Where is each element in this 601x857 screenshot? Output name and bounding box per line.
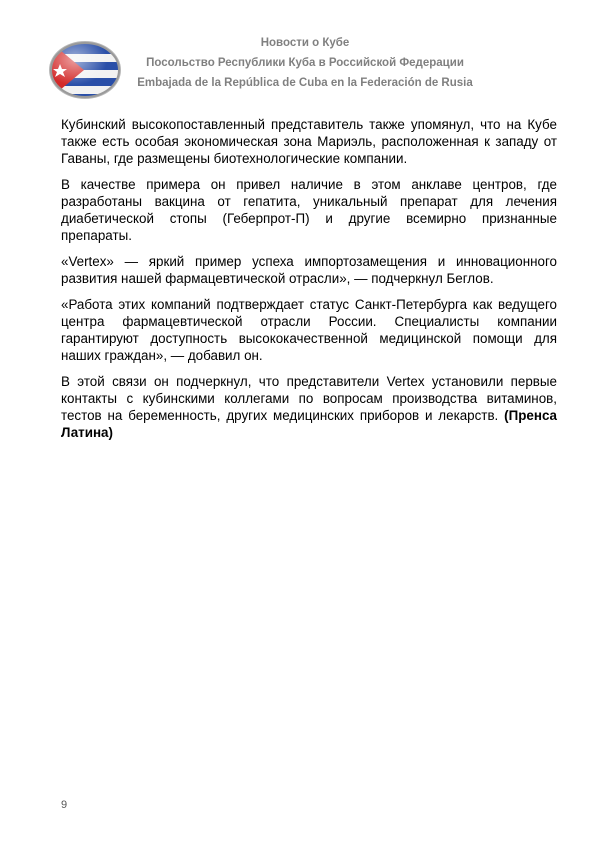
paragraph: «Работа этих компаний подтверждает статус Санкт-Петербурга как ведущего центра фармацевтической отрасли России. Специалисты компании гарантируют доступность высококачественной медицинской помощи для наших граждан», — добавил он. (61, 297, 557, 363)
header-subtitle-es: Embajada de la República de Cuba en la Federación de Rusia (137, 77, 473, 89)
article-body (61, 116, 557, 450)
cuban-flag-logo (48, 40, 122, 100)
paragraph: Кубинский высокопоставленный представитель также упомянул, что на Кубе также есть особая экономическая зона Мариэль, расположенная к западу от Гаваны, где размещены биотехнологические компании. (61, 117, 557, 166)
paragraph: В качестве примера он привел наличие в этом анклаве центров, где разработаны вакцина от гепатита, уникальный препарат для лечения диабетической стопы (Геберпрот-П) и другие всемирно признанные препараты. (61, 177, 557, 243)
header-title: Новости о Кубе (260, 37, 350, 49)
source-credit: (Пренса Латина) (61, 408, 557, 440)
paragraph-text: В этой связи он подчеркнул, что представители Vertex установили первые контакты с кубинскими коллегами по вопросам производства витаминов, тестов на беременность, других медицинских приборов и лекарств. (61, 374, 557, 423)
page-number: 9 (61, 799, 68, 811)
paragraph-last (61, 373, 557, 441)
page-header (120, 33, 490, 93)
header-subtitle-ru: Посольство Республики Куба в Российской Федерации (146, 57, 464, 69)
paragraph: «Vertex» — яркий пример успеха импортозамещения и инновационного развития нашей фармацевтической отрасли», — подчеркнул Беглов. (61, 254, 557, 286)
